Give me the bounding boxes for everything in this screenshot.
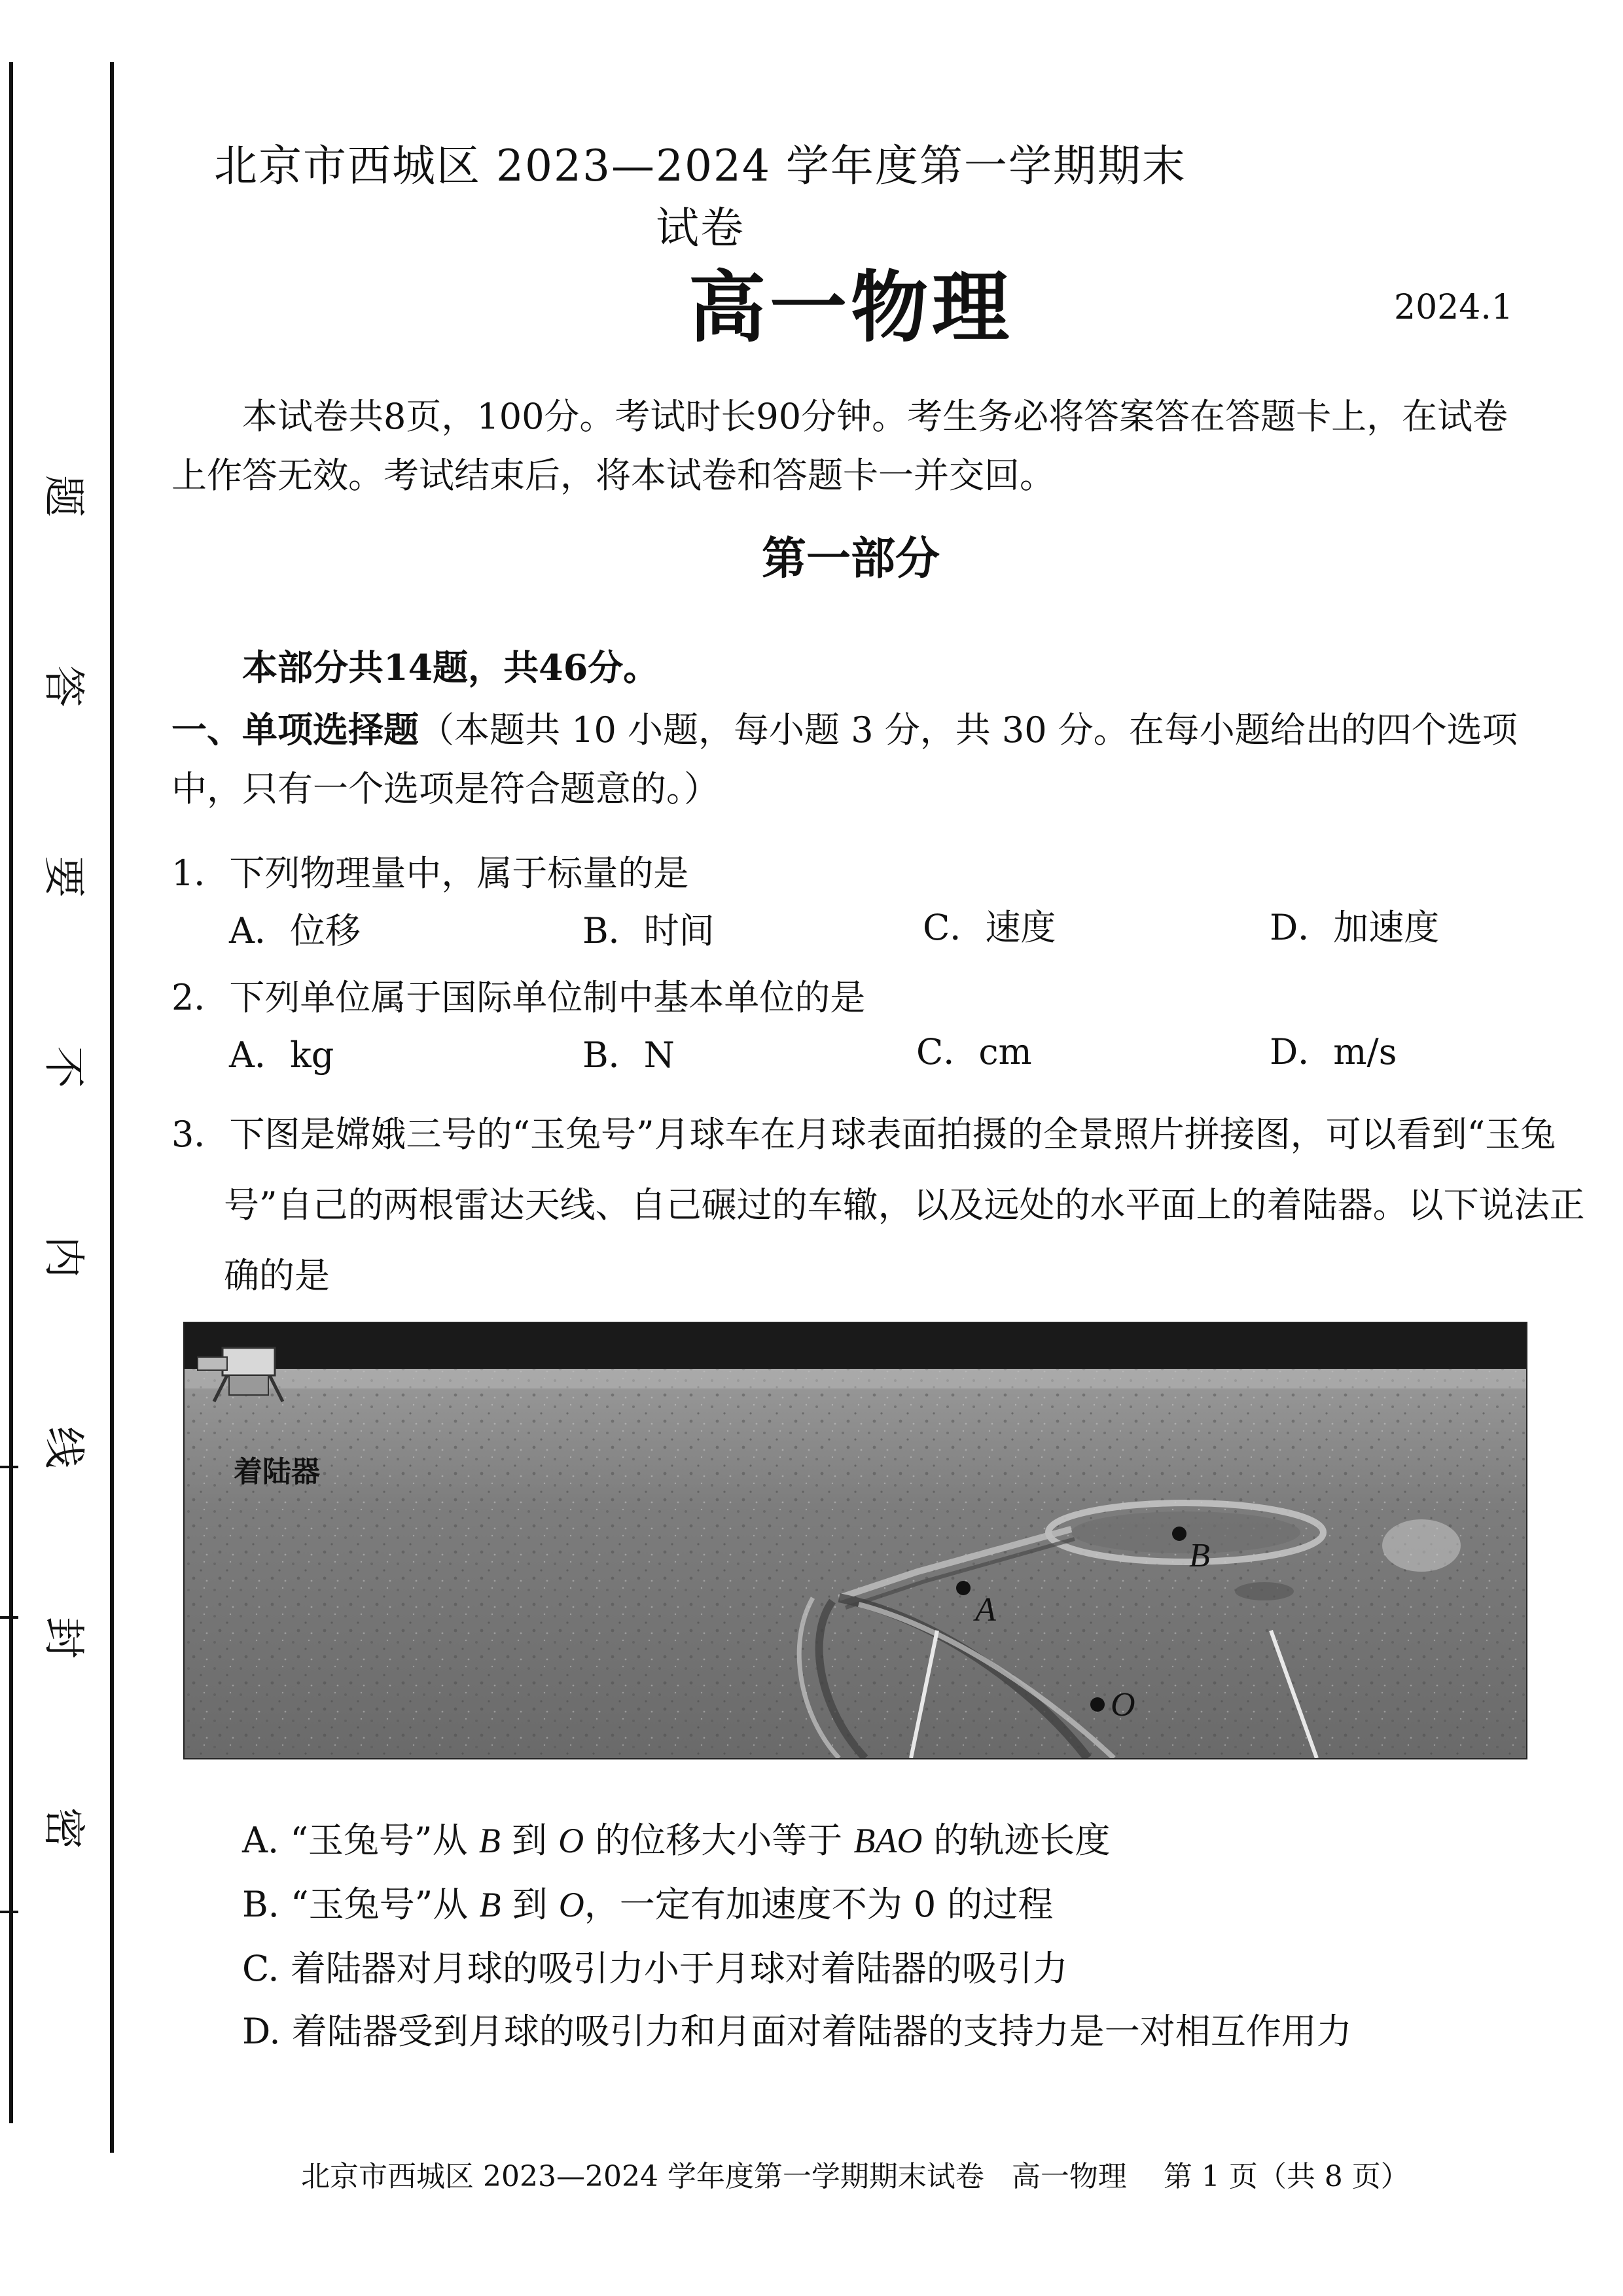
binding-line-outer [9,62,13,2123]
question-2-option-c: C．cm [916,1031,1032,1072]
option-text: A. “玉兔号”从 [242,1820,468,1861]
seal-char: 要 [45,848,86,897]
subject-title: 高一物理 [688,262,1013,353]
question-1-stem: 1．下列物理量中，属于标量的是 [171,853,689,894]
question-1-option-c: C．速度 [923,907,1056,948]
seal-char: 内 [45,1229,86,1278]
seal-char: 密 [45,1799,86,1848]
binding-tick-mark [0,1616,18,1619]
point-o-label: O [1111,1686,1135,1723]
page-footer [301,2153,1479,2195]
point-symbol: B [479,1885,501,1924]
point-a-marker [956,1581,971,1595]
seal-char: 封 [45,1610,86,1659]
lander-label: 着陆器 [234,1455,320,1489]
part-title: 第一部分 [761,533,940,585]
option-text: ，一定有加速度不为 0 的过程 [584,1884,1054,1925]
point-b-marker [1172,1527,1186,1541]
point-symbol: O [558,1821,584,1860]
question-2-option-a: A．kg [229,1034,334,1076]
path-symbol: BAO [853,1821,923,1860]
moon-surface-illustration [185,1323,1526,1758]
footer-title: 北京市西城区 2023—2024 学年度第一学期期末试卷 [301,2160,984,2193]
exam-date: 2024.1 [1394,288,1513,327]
question-1-option-b: B．时间 [582,910,715,951]
footer-subject: 高一物理 [1011,2160,1127,2193]
seal-char: 不 [45,1038,86,1087]
question-3-option-b [242,1877,1053,1927]
option-text: 到 [511,1820,547,1861]
binding-tick-mark [0,1911,18,1913]
seal-char: 题 [45,468,86,516]
seal-line-warning [26,468,105,1848]
point-symbol: B [478,1821,501,1860]
question-3-option-a [242,1812,1111,1863]
exam-instructions: 本试卷共8页，100分。考试时长90分钟。考生务必将答案答在答题卡上，在试卷上作答无效。考试结束后，将本试卷和答题卡一并交回。 [171,396,1508,496]
part-description: 本部分共14题，共46分。 [242,646,659,688]
option-text: 的位移大小等于 [595,1820,843,1861]
question-1-option-d: D．加速度 [1270,907,1440,948]
question-3-option-c: C. 着陆器对月球的吸引力小于月球对着陆器的吸引力 [242,1948,1068,1989]
black-sky [185,1323,1526,1369]
binding-line-inner [110,62,114,2153]
footer-page-number: 第 1 页（共 8 页） [1163,2160,1410,2193]
section-label: 一、单项选择题 [171,709,419,751]
seal-char: 答 [45,658,86,707]
exam-title: 北京市西城区 2023—2024 学年度第一学期期末试卷 [214,141,1186,253]
option-text: 的轨迹长度 [933,1820,1111,1861]
question-3-stem: 3．下图是嫦娥三号的“玉兔号”月球车在月球表面拍摄的全景照片拼接图，可以看到“玉兔号”自己的两根雷达天线、自己碾过的车辙，以及远处的水平面上的着陆器。以下说法正确的是 [171,1114,1585,1296]
question-2-stem: 2．下列单位属于国际单位制中基本单位的是 [171,977,866,1018]
option-text: 到 [512,1884,548,1925]
point-symbol: O [558,1885,584,1924]
moon-panorama-photo [183,1322,1527,1759]
section-instructions: （本题共 10 小题，每小题 3 分，共 30 分。在每小题给出的四个选项中，只有一个选项是符合题意的。） [171,709,1518,809]
question-1-option-a: A．位移 [229,910,361,951]
question-3-option-d: D. 着陆器受到月球的吸引力和月面对着陆器的支持力是一对相互作用力 [242,2011,1352,2052]
question-2-option-b: B．N [582,1034,675,1076]
point-b-label: B [1189,1537,1210,1574]
option-text: B. “玉兔号”从 [242,1884,469,1925]
section-heading [171,700,1539,819]
binding-tick-mark [0,1466,18,1468]
question-2-option-d: D．m/s [1270,1031,1397,1072]
point-a-label: A [975,1591,996,1629]
seal-char: 线 [45,1419,86,1468]
point-o-marker [1090,1697,1105,1712]
